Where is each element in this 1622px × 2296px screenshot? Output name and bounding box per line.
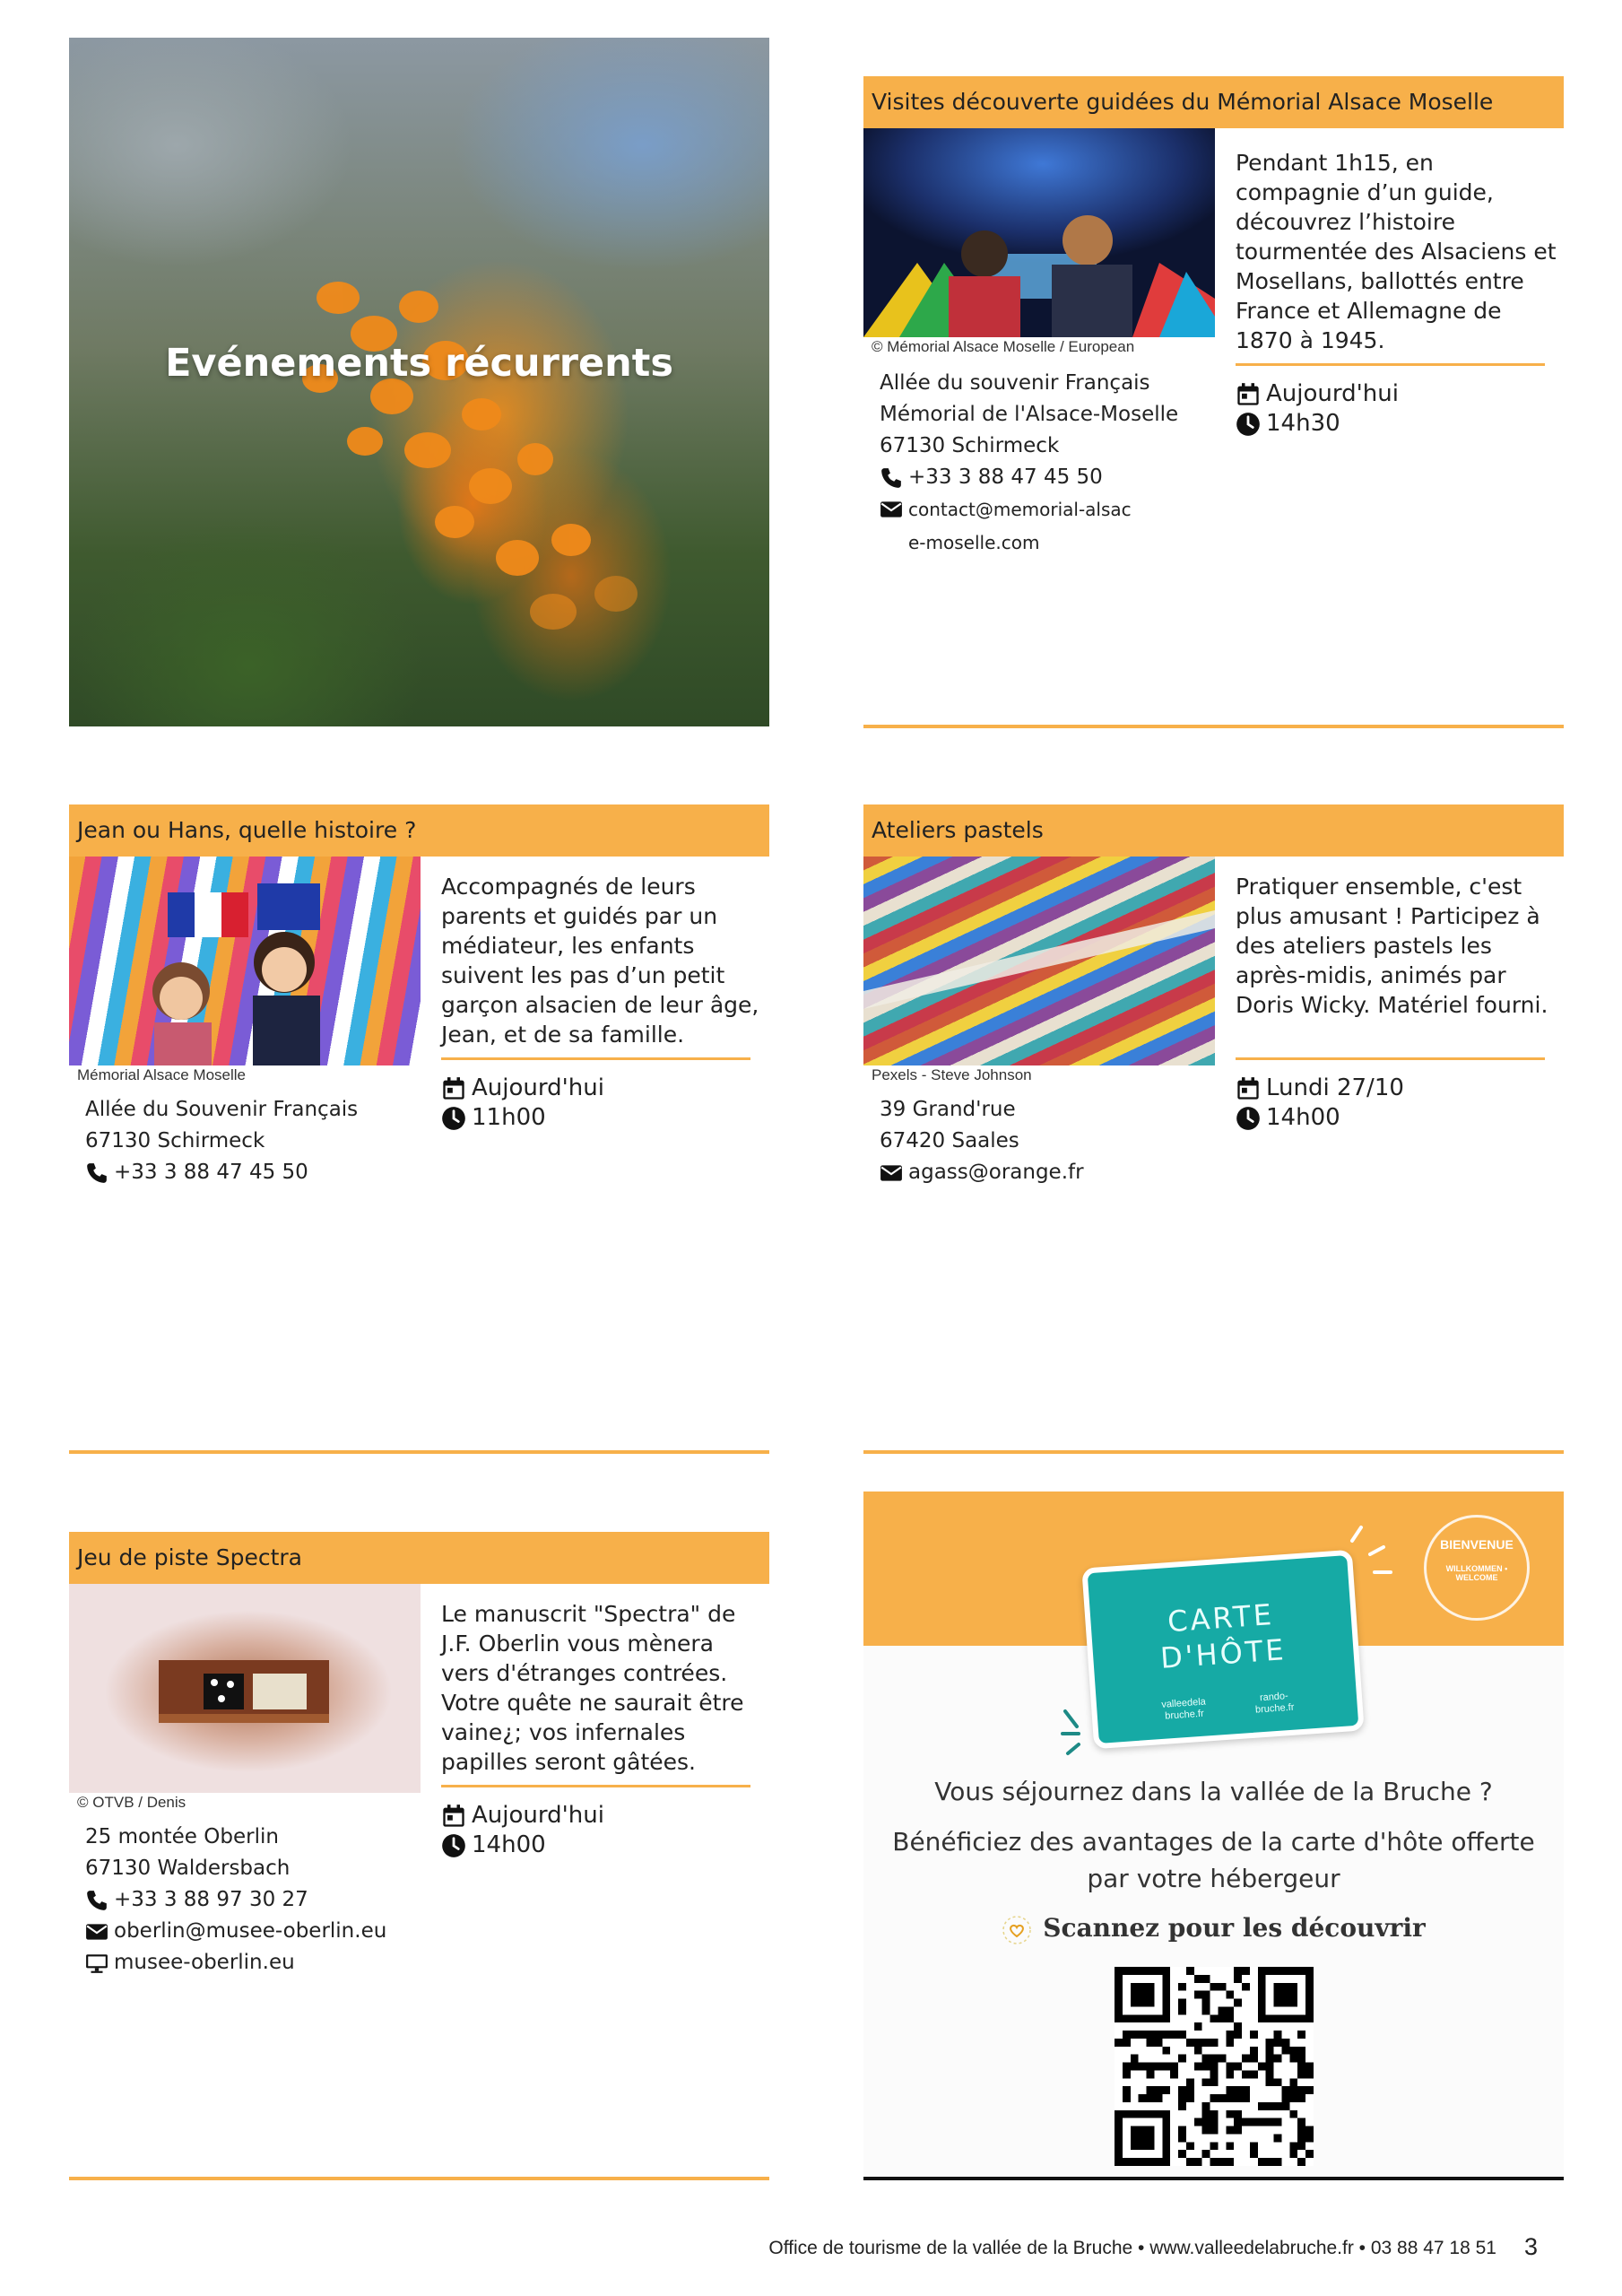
welcome-stamp (1424, 1515, 1530, 1621)
card-footer-right: rando-bruche.fr (1254, 1691, 1295, 1716)
photo-credit: Mémorial Alsace Moselle (69, 1065, 254, 1085)
event-contact (85, 1094, 426, 1188)
phone-number[interactable]: +33 3 88 97 30 27 (114, 1888, 308, 1911)
event-description: Le manuscrit "Spectra" de J.F. Oberlin vous mènera vers d'étranges contrées. Votre quête ne saurait être vaine¿; vos infernales papilles seront gâtées. (441, 1601, 744, 1775)
divider (441, 1785, 750, 1787)
card-footer-left: valleedela bruche.fr (1160, 1696, 1207, 1722)
calendar-icon (1236, 382, 1261, 407)
mail-icon (85, 1920, 108, 1944)
divider (1236, 1057, 1545, 1060)
event-schedule (441, 1801, 604, 1860)
event-description: Pratiquer ensemble, c'est plus amusant ! Participez à des ateliers pastels les après-midis, animés par Doris Wicky. Matériel fourni. (1236, 874, 1548, 1018)
stamp-text: WILLKOMMEN • WELCOME (1445, 1564, 1508, 1582)
email-link[interactable]: oberlin@musee-oberlin.eu (114, 1919, 387, 1943)
card-title-line: CARTE (1166, 1596, 1276, 1639)
event-date: Aujourd'hui (1266, 380, 1399, 407)
page-number: 3 (1524, 2233, 1539, 2260)
monitor-icon (85, 1952, 108, 1975)
event-title: Jean ou Hans, quelle histoire ? (69, 804, 769, 857)
event-schedule (1236, 379, 1399, 439)
event-date: Lundi 27/10 (1266, 1074, 1404, 1101)
card-divider (863, 725, 1564, 728)
event-description: Pendant 1h15, en compagnie d’un guide, découvrez l’histoire tourmentée des Alsaciens et Mosellans, ballottés entre France et Allemagne de 1870 à 1945. (1236, 150, 1557, 353)
event-photo (863, 128, 1215, 337)
address-line: 67130 Schirmeck (85, 1129, 265, 1152)
event-title: Jeu de piste Spectra (69, 1532, 769, 1584)
divider (441, 1057, 750, 1060)
address-line: 67420 Saales (880, 1129, 1019, 1152)
event-photo (69, 857, 421, 1065)
heart-icon (1002, 1915, 1032, 1945)
website-link[interactable]: musee-oberlin.eu (114, 1951, 295, 1974)
calendar-icon (441, 1076, 466, 1101)
calendar-icon (1236, 1076, 1261, 1101)
clock-icon (441, 1106, 466, 1131)
host-card-promo (863, 1492, 1564, 2175)
address-line: 67130 Schirmeck (880, 434, 1060, 457)
event-schedule (441, 1074, 604, 1133)
address-line: 67130 Waldersbach (85, 1857, 291, 1880)
phone-icon (880, 466, 903, 490)
address-line: Allée du souvenir Français (880, 371, 1150, 395)
promo-question: Vous séjournez dans la vallée de la Bruche ? (934, 1777, 1493, 1806)
event-contact (880, 368, 1220, 560)
photo-credit: © Mémorial Alsace Moselle / European (863, 337, 1142, 357)
qr-code[interactable] (1115, 1967, 1314, 2166)
event-schedule (1236, 1074, 1404, 1133)
event-date: Aujourd'hui (472, 1802, 604, 1829)
host-card-image (1081, 1550, 1364, 1750)
divider (1236, 363, 1545, 366)
event-photo (69, 1584, 421, 1793)
event-title: Visites découverte guidées du Mémorial Alsace Moselle (863, 76, 1564, 128)
promo-divider (863, 2177, 1564, 2180)
email-link[interactable]: contact@memorial-alsace-moselle.com (908, 499, 1132, 553)
event-title: Ateliers pastels (863, 804, 1564, 857)
event-contact (880, 1094, 1220, 1188)
promo-benefit (863, 1823, 1564, 1897)
footer-text: Office de tourisme de la vallée de la Bruche • www.valleedelabruche.fr • 03 88 47 18 51 (768, 2238, 1496, 2258)
address-line: 39 Grand'rue (880, 1098, 1016, 1121)
mail-icon (880, 1161, 903, 1185)
phone-icon (85, 1889, 108, 1912)
card-divider (69, 1450, 769, 1454)
clock-icon (441, 1833, 466, 1858)
event-card-jean-ou-hans (69, 804, 769, 1307)
event-time: 14h30 (1266, 410, 1340, 437)
promo-scan-prompt (863, 1913, 1564, 1945)
photo-credit: © OTVB / Denis (69, 1793, 244, 1813)
event-time: 11h00 (472, 1104, 546, 1131)
hero-banner (69, 38, 769, 726)
card-footer (1097, 1686, 1357, 1727)
event-date: Aujourd'hui (472, 1074, 604, 1101)
phone-number[interactable]: +33 3 88 47 45 50 (908, 465, 1103, 489)
clock-icon (1236, 1106, 1261, 1131)
event-card-memorial-visit (863, 76, 1564, 704)
hero-title: Evénements récurrents (165, 341, 673, 386)
photo-credit: Pexels - Steve Johnson (863, 1065, 1040, 1085)
event-card-jeu-de-piste-spectra (69, 1532, 769, 2115)
mail-icon (880, 498, 903, 521)
event-time: 14h00 (472, 1831, 546, 1858)
scan-text: Scannez pour les découvrir (1043, 1913, 1426, 1943)
card-title-line: D'HÔTE (1158, 1632, 1288, 1675)
event-card-ateliers-pastels (863, 804, 1564, 1307)
promo-benefit-text: Bénéficiez des avantages de la carte d'hôte offerte par votre hébergeur (892, 1827, 1535, 1893)
phone-icon (85, 1161, 108, 1185)
address-line: Mémorial de l'Alsace-Moselle (880, 403, 1179, 426)
stamp-text: BIENVENUE (1440, 1537, 1514, 1552)
clock-icon (1236, 412, 1261, 437)
card-title (1090, 1591, 1355, 1681)
event-description: Accompagnés de leurs parents et guidés par un médiateur, les enfants suivent les pas d’un petit garçon alsacien de leur âge, Jean, et de sa famille. (441, 874, 759, 1048)
event-contact (85, 1822, 426, 1979)
event-photo (863, 857, 1215, 1065)
email-link[interactable]: agass@orange.fr (908, 1161, 1084, 1184)
card-divider (69, 2177, 769, 2180)
phone-number[interactable]: +33 3 88 47 45 50 (114, 1161, 308, 1184)
address-line: 25 montée Oberlin (85, 1825, 279, 1848)
event-time: 14h00 (1266, 1104, 1340, 1131)
address-line: Allée du Souvenir Français (85, 1098, 359, 1121)
card-divider (863, 1450, 1564, 1454)
calendar-icon (441, 1804, 466, 1829)
